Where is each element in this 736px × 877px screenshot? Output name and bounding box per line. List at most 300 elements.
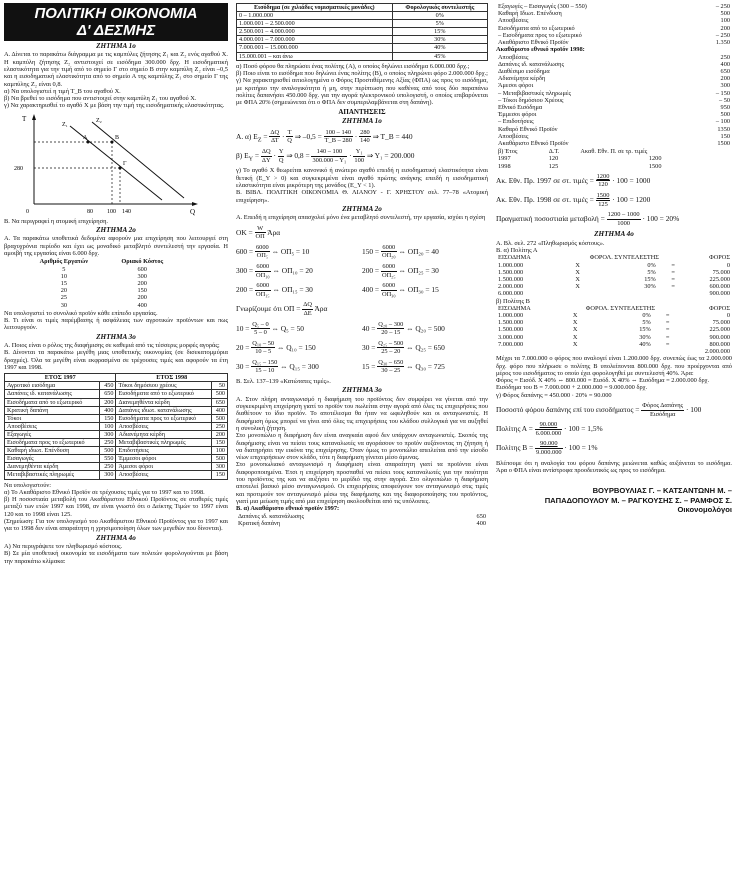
tax-rate-header: Φορολογικός συντελεστής [392, 4, 487, 12]
tax: 225.000 [709, 275, 730, 283]
table-row [496, 32, 732, 39]
table-row [496, 269, 732, 276]
table-row [5, 398, 228, 406]
table-row [496, 133, 732, 140]
table-row [22, 294, 179, 301]
worker-count: 5 [62, 265, 66, 273]
question-1-c: γ) Να χαρακτηρισθεί το αγαθό Χ με βάση την τιμή της εισοδηματικής ελαστικότητας. [4, 102, 225, 110]
tax: 75.000 [712, 268, 730, 276]
graph-curve-z2: Ζ₂ [96, 117, 102, 124]
worker-count: 15 [60, 279, 67, 287]
tax-citizen-b-table: ΕΙΣΟΔΗΜΑ ΦΟΡΟΛ. ΣΥΝΤΕΛΕΣΤΗΣ ΦΟΡΟΣ 1.000.000 Χ 0% = 0 1.500.000 Χ 5% = 75.000 1.500.000 Χ 15% = 225.000 3.000.000 Χ 30% = 900.000 7.000.000 Χ 40% = 800.000 2.000.000 [498, 304, 730, 356]
table-row [5, 439, 228, 447]
item-1997: Αποσβέσεις [5, 422, 100, 430]
question-1-a: α) Να υπολογιστεί η τιμή Τ_Β του αγαθού Χ. [4, 87, 121, 95]
table-row [237, 12, 488, 20]
gnp-1997-start [236, 513, 488, 527]
item-1997: Αγροτικό εισόδημα [5, 382, 100, 390]
table-row [496, 163, 732, 170]
account-item: Αποσβέσεις [498, 132, 529, 140]
formula-vat-share: Ποσοστό φόρου δαπάνης επί του εισοδήματος = $\frac{\text{Φόρος Δαπάνης}}{\text{Εισόδημα}}$ · 100 [496, 402, 702, 418]
tax: 2.000.000 [704, 348, 730, 356]
table-row [22, 273, 179, 280]
tax-rate: 40% [392, 44, 487, 52]
account-value: 1.350 [715, 39, 730, 47]
value-1997: 250 [100, 463, 116, 471]
item-1998: Τόκοι δημόσιου χρέους [116, 382, 211, 390]
answer-4-A: Α. Βλ. σελ. 272 «Πληθωρισμός κόστους». [496, 239, 605, 247]
income-bracket: 1.000.001 – 2.500.000 [237, 20, 393, 28]
account-value: 950 [720, 103, 730, 111]
year: 1997 [498, 155, 511, 163]
question-1-b: β) Να βρεθεί το εισόδημα που αντιστοιχεί στην καμπύλη Ζ₁ του αγαθού Χ. [4, 95, 197, 103]
marginal-cost: 400 [137, 301, 147, 309]
answer-4-text-3: Εισόδημα του Β = 7.000.000 + 2.000.000 = 9.000.000 δρχ. [496, 384, 648, 392]
labor-table-header: Αριθμός Εργατών [39, 258, 89, 266]
question-3-B: Β. Δίνονται τα παρακάτω μεγέθη μιας υποθετικής οικονομίας (σε δισεκατομμύρια δραχμές). Όλα τα μεγέθη είναι εκφρασμένα σε τρέχουσες τιμές και αφορούν τα έτη 1997 και 1998. [4, 349, 228, 371]
tax: 900.000 [709, 333, 730, 341]
formula-quantity-row: 10 = $\frac{\text{Q₅ – 0}}{5 - 0}$ ⇔ Q₅ = 50 40 = $\frac{\text{Q₂₀ – 300}}{20 - 15}$ ⇔ Q₂₀ = 500 [236, 320, 445, 337]
graph-point-A: Α [83, 134, 88, 141]
formula-product-row: 600 = $\frac{6000}{\text{ΟΠ₅}}$ ⇔ ΟΠ₅ = 10 150 = $\frac{6000}{\text{ΟΠ₂₀}}$ ⇔ ΟΠ₂₀ = 40 [236, 243, 439, 260]
tax: 0 [726, 261, 730, 269]
marginal-cost: 600 [137, 265, 147, 273]
tax: 75.000 [712, 319, 730, 327]
rate: 30% [644, 283, 656, 291]
table-row [5, 471, 228, 479]
answer-2-B: Β. Σελ. 137–139 «Κατώτατες τιμές». [236, 378, 331, 386]
question-3-ask: Να υπολογιστούν: [4, 481, 52, 489]
year-1997-header: ΕΤΟΣ 1997 [5, 374, 116, 382]
income-bracket: 7.000.001 – 15.000.000 [237, 44, 393, 52]
account-value: 500 [720, 10, 730, 18]
value-1997: 150 [100, 414, 116, 422]
graph-point-B: Β [115, 134, 120, 141]
value-1997: 250 [100, 439, 116, 447]
item-1998: Αποσβέσεις [116, 422, 211, 430]
question-2-a: Να υπολογιστεί το συνολικό προϊόν κάθε επίπεδο εργασίας. [4, 309, 158, 317]
table-row [5, 382, 228, 390]
account-value: 150 [720, 132, 730, 140]
times: Χ [572, 333, 578, 341]
income-bracket: 15.000.001 – και άνω [237, 52, 393, 60]
value-1998: 500 [211, 455, 227, 463]
table-row [496, 10, 732, 17]
answer-1-title: ΖΗΤΗΜΑ 1ο [342, 117, 382, 126]
graph-origin: 0 [26, 208, 29, 215]
value-1998: 500 [211, 414, 227, 422]
rate [592, 348, 653, 355]
question-3-a: α) Το Ακαθάριστο Εθνικό Προϊόν σε τρέχουσες τιμές για το 1997 και το 1998. [4, 488, 205, 496]
times [558, 348, 592, 355]
price-index-table [496, 148, 732, 170]
question-3-A: Α. Ποιος είναι ο ρόλος της διαφήμισης σε καθεμιά από τις τέσσερις μορφές αγοράς; [4, 342, 220, 350]
table-row [236, 513, 488, 520]
account-item: Αποσβέσεις [498, 17, 529, 25]
value-1997: 200 [100, 398, 116, 406]
question-2-title: ΖΗΤΗΜΑ 2ο [96, 226, 136, 235]
rate: 0% [647, 261, 656, 269]
item-1998: Μεταβιβαστικές πληρωμές [116, 439, 211, 447]
question-1-title: ΖΗΤΗΜΑ 1ο [96, 42, 136, 50]
formula-elasticity-price: Α. α) $E_Z$ = $\frac{\Delta Q}{\Delta T}$ · $\frac{T}{Q}$ ⇒ –0,5 = $\frac{100 - 140}{T\_B - 280}$ · $\frac{280}{140}$ ⇒ Τ_Β = 440 [236, 128, 413, 145]
question-1-B: Β. Να περιγραφεί η ατομική επιχείρηση. [4, 217, 109, 225]
question-4-a: α) Ποσό φόρου θα πληρώσει ένας πολίτης (Α), ο οποίος δηλώνει εισόδημα 6.000.000 δρχ.; [236, 62, 470, 70]
table-row [496, 348, 732, 355]
table-row [5, 414, 228, 422]
table-row [496, 276, 732, 283]
graph-tick-280: 280 [14, 165, 23, 172]
pi-head-year: β) Έτος [498, 148, 518, 156]
income-header: Εισόδημα (σε χιλιάδες νομισματικές μονάδες) [237, 4, 393, 12]
account-item: Αποσβέσεις [498, 53, 529, 61]
rate: 40% [639, 340, 651, 348]
income: 1.500.000 [498, 275, 524, 283]
rate: 5% [642, 319, 651, 327]
tax: 900.000 [709, 290, 730, 298]
value-1997: 450 [100, 382, 116, 390]
item-1998: Εισοδήματα από το εξωτερικό [116, 390, 211, 398]
account-item: Αδιανέμητα κέρδη [498, 75, 546, 83]
gnp-1998-table [496, 54, 732, 148]
nominal-gnp: 1200 [648, 155, 662, 163]
answers-title: ΑΠΑΝΤΗΣΕΙΣ [338, 108, 386, 117]
item-1997: Εξαγωγές [5, 430, 100, 438]
tax: 0 [726, 312, 730, 320]
value-1998: 150 [211, 439, 227, 447]
table-row [496, 104, 732, 111]
account-value: 200 [720, 24, 730, 32]
question-3-note: (Σημείωση: Για τον υπολογισμό του Ακαθάριστου Εθνικού Προϊόντος για το 1997 και για το 1998 δεν είναι απαραίτητη η χρησιμοποίηση όλων των μεγεθών που δίνονται). [4, 517, 228, 533]
income: 1.500.000 [498, 268, 524, 276]
worker-count: 25 [60, 294, 67, 302]
formula-product-row: 200 = $\frac{6000}{\text{ΟΠ₁₅}}$ ⇔ ΟΠ₁₅ = 30 400 = $\frac{6000}{\text{ΟΠ₃₀}}$ ⇔ ΟΠ₃₀ = 15 [236, 282, 439, 298]
rate: 30% [639, 333, 651, 341]
table-row [496, 61, 732, 68]
tax: 800.000 [709, 340, 730, 348]
account-item: – Τόκοι δημόσιου Χρέους [498, 96, 564, 104]
account-item: Εισοδήματα από το εξωτερικό [498, 24, 575, 32]
table-row [22, 280, 179, 287]
graph-curve-z1: Ζ₁ [62, 121, 68, 128]
table-row [5, 455, 228, 463]
signature-line-1: ΒΟΥΡΒΟΥΛΙΑΣ Γ. – ΚΑΤΣΑΝΤΩΝΗ Μ. – [592, 486, 732, 496]
account-value: – 100 [715, 118, 730, 126]
table-row [22, 302, 179, 309]
account-value: 250 [720, 53, 730, 61]
graph-x-label: Q [190, 207, 196, 216]
times: Χ [575, 283, 580, 291]
income: 1.000.000 [498, 261, 524, 269]
table-row [496, 126, 732, 133]
table-row [5, 463, 228, 471]
value-1997: 300 [100, 430, 116, 438]
value-1998: 100 [211, 447, 227, 455]
table-row [22, 287, 179, 294]
value-1998: 650 [211, 398, 227, 406]
table-row [496, 334, 732, 341]
authors-signature [496, 486, 732, 515]
income: 3.000.000 [498, 333, 524, 341]
year-1998-header: ΕΤΟΣ 1998 [116, 374, 228, 382]
table-row [496, 54, 732, 61]
item-1997: Μεταβιβαστικές πληρωμές [5, 471, 100, 479]
times: Χ [572, 312, 578, 320]
account-item: Άμεσοι φόροι [498, 82, 534, 90]
answer-2-title: ΖΗΤΗΜΑ 2ο [342, 204, 382, 213]
table-row [237, 36, 488, 44]
table-row [496, 312, 732, 319]
equals: = [671, 283, 675, 291]
account-item: Ακαθάριστο Εθνικό Προϊόν [498, 139, 569, 147]
question-4-B: Β) Σε μία υποθετική οικονομία τα εισοδήματα των πολιτών φορολογούνται με βάση την παρακάτω κλίμακα: [4, 550, 228, 565]
answer-4-Ba: Β. α) Πολίτης Α [496, 247, 538, 255]
account-item: Καθαρή Ιδιωτ. Επένδυση [498, 10, 562, 18]
marginal-cost: 150 [137, 287, 147, 295]
account-item: Δαπάνες ιδ. κατανάλωσης [238, 512, 304, 520]
answer-4-title: ΖΗΤΗΜΑ 4ο [594, 230, 634, 239]
formula-vat-citizen-b: Πολίτης Β = $\frac{90.000}{9.000.000}$ · 100 = 1% [496, 440, 598, 457]
answer-3-B-head: Β. α) Ακαθάριστο εθνικό προϊόν 1997: [236, 505, 340, 513]
value-1998: 200 [211, 430, 227, 438]
national-accounts-table [4, 373, 228, 479]
account-item: – Εισοδήματα προς το εξωτερικό [498, 31, 582, 39]
account-value: 400 [720, 60, 730, 68]
item-1997: Διανεμηθέντα κέρδη [5, 463, 100, 471]
tax-rate: 45% [392, 52, 487, 60]
tax: 225.000 [709, 326, 730, 334]
table-row [5, 390, 228, 398]
tax-scale-table [236, 3, 488, 61]
cost-table-header: Οριακό Κόστος [121, 258, 164, 266]
item-1998: Άμεσοι φόροι [116, 463, 211, 471]
tax-rate: 30% [392, 36, 487, 44]
account-value: 650 [476, 512, 486, 520]
account-value: 300 [720, 82, 730, 90]
column-answers-2 [496, 3, 732, 515]
formula-gnp-1997: Ακ. Εθν. Πρ. 1997 σε στ. τιμές = $\frac{1200}{120}$ · 100 = 1000 [496, 172, 651, 189]
table-row [5, 430, 228, 438]
worker-count: 30 [60, 301, 67, 309]
account-value: – 150 [715, 89, 730, 97]
value-1997: 100 [100, 422, 116, 430]
graph-tick-140: 140 [122, 208, 131, 215]
equals: = [665, 319, 670, 327]
value-1997: 300 [100, 471, 116, 479]
times: Χ [575, 275, 580, 283]
income-bracket: 0 – 1.000.000 [237, 12, 393, 20]
item-1997: Δαπάνες ιδ. κατανάλωσης [5, 390, 100, 398]
answer-3-A2: Στο μονοπώλιο η διαφήμιση δεν είναι αναγκαία αφού δεν υπάρχουν ανταγωνιστές. Σκοπός της διαφήμισης είναι να πείσει τους καταναλωτές να αγοράσουν το προϊόν αυξάνοντας τη ζήτηση ή να διατηρήσει την εικόνα της επιχείρησης. Όταν όμως το μονοπώλιο απειλείται από την είσοδο νέων επιχειρήσεων στον κλάδο, τότε η διαφήμιση γίνεται μέσο άμυνας. [236, 432, 488, 462]
income: 1.500.000 [498, 326, 524, 334]
value-1997: 650 [100, 390, 116, 398]
page-banner [4, 3, 228, 41]
tax-citizen-a-table: ΕΙΣΟΔΗΜΑ ΦΟΡΟΛ. ΣΥΝΤΕΛΕΣΤΗΣ ΦΟΡΟΣ 1.000.000 Χ 0% = 0 1.500.000 Χ 5% = 75.000 1.500.000 Χ 15% = 225.000 2.000.000 Χ 30% = 600.000 6.000.000 900.000 [498, 254, 730, 298]
marginal-cost: 200 [137, 294, 147, 302]
formula-product-row: 300 = $\frac{6000}{\text{ΟΠ₁₀}}$ ⇔ ΟΠ₁₀ = 20 200 = $\frac{6000}{\text{ΟΠ₂₅}}$ ⇔ ΟΠ₂₅ = 30 [236, 262, 439, 279]
times: Χ [572, 326, 578, 334]
account-item: Δαπάνες ιδ. κατανάλωσης [498, 60, 564, 68]
table-row [5, 406, 228, 414]
price-index: 125 [548, 162, 559, 170]
signature-line-2: ΠΑΠΑΔΟΠΟΥΛΟΥ Μ. – ΡΑΓΚΟΥΣΗΣ Σ. – ΡΑΜΦΟΣ Σ. [544, 495, 732, 505]
account-item: Κρατική δαπάνη [238, 519, 281, 527]
income [496, 348, 558, 355]
table-row [496, 319, 732, 326]
table-row [496, 326, 732, 333]
table-row [496, 262, 732, 269]
formula-elasticity-income: β) $E_Y$ = $\frac{\Delta Q}{\Delta Y}$ · $\frac{Y}{Q}$ ⇒ 0,8 = $\frac{140 - 100}{\text{300.000 – Y₁}}$ · $\frac{\text{Y₁}}{100}$ ⇒ Y₁ = 200.000 [236, 148, 415, 164]
item-1997: Τόκοι [5, 414, 100, 422]
account-item: – Μεταβιβαστικές πληρωμές [498, 89, 571, 97]
item-1997: Εισοδήματα από το εξωτερικό [5, 398, 100, 406]
tax-rate: 0% [392, 12, 487, 20]
demand-curves-graph [12, 112, 202, 216]
value-1997: 550 [100, 455, 116, 463]
account-item: Ακαθάριστο Εθνικό Προϊόν [498, 39, 569, 47]
account-value: 1500 [717, 139, 730, 147]
nominal-gnp: 1500 [648, 162, 662, 170]
item-1997: Εισαγωγές [5, 455, 100, 463]
account-value: – 50 [718, 96, 730, 104]
item-1998: Επιδοτήσεις [116, 447, 211, 455]
rate: 5% [647, 268, 656, 276]
table-row [496, 3, 732, 10]
equals [653, 348, 683, 355]
question-3-b: β) Η ποσοστιαία μεταβολή του Ακαθάριστου Εθνικού Προϊόντος σε σταθερές τιμές μεταξύ των ετών 1997 και 1998, αν είναι γνωστό ότι ο Δείκτης Τιμών το 1997 είναι 120 και το 1998 είναι 125. [4, 496, 228, 518]
answer-3-A3: Στο μονοπωλιακό ανταγωνισμό η διαφήμιση είναι απαραίτητη γιατί τα προϊόντα είναι διαφοροποιημένα. Έτσι η επιχείρηση προσπαθεί να πείσει τους καταναλωτές για την ποιότητα του προϊόντος της και να αυξήσει το μερίδιό της στην αγορά. Στο ολιγοπώλιο η διαφήμιση αποτελεί βασικό μέσο ανταγωνισμού. Οι επιχειρήσεις αποφεύγουν τον ανταγωνισμό στις τιμές και προτιμούν τον ανταγωνισμό μέσω της διαφήμισης και της διαφοροποίησης του προϊόντος, γιατί μια μείωση τιμής από μια επιχείρηση ακολουθείται από τις υπόλοιπες. [236, 461, 488, 505]
times: Χ [575, 268, 580, 276]
formula-quantity-row: 20 = $\frac{\text{Q₁₀ – 50}}{10 - 5}$ ⇔ Q₁₀ = 150 30 = $\frac{\text{Q₂₅ – 500}}{25 - 20}$ ⇔ Q₂₅ = 650 [236, 339, 445, 356]
formula-marginal-cost: ΟΚ = $\frac{W}{O\Pi}$ Άρα [236, 224, 281, 241]
value-1997: 400 [100, 406, 116, 414]
account-item: – Επιδοτήσεις [498, 118, 534, 126]
value-1998: 500 [211, 390, 227, 398]
rate [595, 290, 658, 297]
income: 6.000.000 [498, 290, 524, 298]
equals: = [665, 333, 670, 341]
equals: = [671, 261, 675, 269]
pi-head-index: Δ.Τ. [548, 148, 560, 156]
formula-marginal-product: Γνωρίζουμε ότι ΟΠ = $\frac{\Delta Q}{\Delta E}$ Άρα [236, 301, 328, 317]
times: Χ [572, 319, 578, 327]
income: 1.000.000 [498, 312, 524, 320]
table-row [496, 341, 732, 348]
account-item: Εθνικό Εισόδημα [498, 103, 543, 111]
tax-rate: 15% [392, 28, 487, 36]
question-4-b: β) Ποιο είναι το εισόδημα που δηλώνει ένας πολίτης (Β), ο οποίος πληρώνει φόρο 2.000.000 δρχ.; [236, 69, 488, 77]
table-row [496, 25, 732, 32]
value-1997: 500 [100, 447, 116, 455]
marginal-cost: 200 [137, 279, 147, 287]
account-item: Εξαγωγές – Εισαγωγές (300 – 550) [498, 3, 587, 10]
table-row [236, 520, 488, 527]
value-1998: 250 [211, 422, 227, 430]
table-row [496, 68, 732, 75]
income-bracket: 2.500.001 – 4.000.000 [237, 28, 393, 36]
answer-1-c: γ) Το αγαθό Χ θεωρείται κανονικό ή ανώτερο αγαθό επειδή η εισοδηματική ελαστικότητα είναι θετική (Ε_Y > 0) και συγκεκριμένα είναι αγαθό πρώτης ανάγκης επειδή η εισοδηματική ελαστικότητα είναι μικρότερη της μονάδος (Ε_Y < 1). [236, 167, 488, 189]
tax: 600.000 [709, 283, 730, 291]
account-item: Έμμεσοι φόροι [498, 111, 537, 119]
equals: = [665, 340, 670, 348]
equals [658, 290, 689, 297]
question-3-title: ΖΗΤΗΜΑ 3ο [96, 332, 136, 341]
gnp-1997-rest [496, 3, 732, 46]
item-1997: Κρατική δαπάνη [5, 406, 100, 414]
column-answers-1 [236, 3, 488, 527]
banner-title: ΠΟΛΙΤΙΚΗ ΟΙΚΟΝΟΜΙΑ [34, 5, 198, 22]
account-value: 650 [720, 67, 730, 75]
item-1998: Διανεμηθέντα κέρδη [116, 398, 211, 406]
rate: 0% [642, 312, 651, 320]
equals: = [671, 268, 675, 276]
pi-head-gnp: Ακαθ. Εθν. Π. σε τρ. τιμές [580, 148, 648, 156]
table-row [496, 75, 732, 82]
question-2-A: Α. Τα παρακάτω υποθετικά δεδομένα αφορούν μια επιχείρηση που λειτουργεί στη βραχυχρόνια περίοδο και έχει ως μοναδικό μεταβλητό συντελεστή την εργασία. Η αμοιβή της εργασίας είναι 6.000 δρχ. [4, 235, 228, 258]
table-row [237, 44, 488, 52]
account-item: Καθαρό Εθνικό Προϊόν [498, 125, 558, 133]
formula-quantity-row: 30 = $\frac{\text{Q₁₅ – 150}}{15 - 10}$ ⇔ Q₁₅ = 300 15 = $\frac{\text{Q₃₀ – 650}}{30 - 25}$ ⇔ Q₃₀ = 725 [236, 358, 445, 375]
account-value: 200 [720, 75, 730, 83]
answer-4-text-1: Μέχρι τα 7.000.000 ο φόρος που αναλογεί είναι 1.200.000 δρχ. συνεπώς έως τα 2.000.000 δρχ. φόρο που πλήρωσε ο πολίτης Β υπολείπονται 800.000 δρχ. που προέρχονται από μέρος του εισοδήματος το οποίο έχει φορολογηθεί με συντελεστή 40%. Άρα: [496, 355, 732, 377]
account-value: – 250 [715, 31, 730, 39]
answer-4-text-2: Φόρος = Εισόδ. Χ 40% ⇔ 800.000 = Εισόδ. Χ 40% ⇔ Εισόδημα = 2.000.000 δρχ. [496, 377, 710, 385]
table-row [496, 82, 732, 89]
income: 7.000.000 [498, 340, 524, 348]
banner-subtitle: Δ' ΔΕΣΜΗΣ [76, 22, 156, 39]
table-row [496, 111, 732, 118]
times [560, 290, 595, 297]
graph-tick-100: 100 [107, 208, 116, 215]
table-row [237, 20, 488, 28]
item-1997: Καθαρή ιδιωτ. Επένδυση [5, 447, 100, 455]
table-row [496, 283, 732, 290]
item-1998: Αποσβέσεις [116, 471, 211, 479]
item-1998: Δαπάνες ιδιωτ. κατανάλωσης [116, 406, 211, 414]
times: Χ [572, 340, 578, 348]
rate: 15% [644, 275, 656, 283]
answer-4-Bb: β) Πολίτης Β [496, 297, 530, 305]
year: 1998 [498, 162, 511, 170]
question-2-B: Β. Τι είναι οι τιμές παρέμβασης ή ασφάλειας των αγροτικών προϊόντων και πως λειτουργούν. [4, 317, 228, 332]
item-1997: Εισοδήματα προς το εξωτερικό [5, 439, 100, 447]
table-row [237, 28, 488, 36]
account-value: 500 [720, 111, 730, 119]
signature-line-3: Οικονομολόγοι [677, 505, 732, 515]
table-row [5, 447, 228, 455]
income: 2.000.000 [498, 283, 524, 291]
equals: = [665, 312, 670, 320]
labor-cost-table [22, 258, 179, 308]
price-index: 120 [548, 155, 559, 163]
table-row [496, 140, 732, 147]
table-row [496, 155, 732, 162]
income: 1.500.000 [498, 319, 524, 327]
value-1998: 400 [211, 406, 227, 414]
answer-3-A1: Α. Στον πλήρη ανταγωνισμό η διαφήμιση του προϊόντος δεν συμφέρει να γίνεται από την συγκεκριμένη επιχείρηση γιατί το προϊόν του πωλείται στην αγορά από όλες τις επιχειρήσεις που διαθέτουν το ίδιο προϊόν. Το αποτέλεσμα θα ήταν να ωφεληθούν και οι ανταγωνιστές. Η διαφήμιση όμως μπορεί να γίνει από όλες τις επιχειρήσεις του κλάδου συλλογικά για να αυξηθεί η συνολική ζήτηση. [236, 395, 488, 432]
table-row [22, 266, 179, 273]
answer-1-B: Β. ΒΙΒΛ. ΠΟΛΙΤΙΚΗ ΟΙΚΟΝΟΜΙΑ Θ. ΛΙΑΝΟΥ - Γ. ΧΡΗΣΤΟΥ σελ. 77–78 «Ατομική επιχείρηση». [236, 189, 488, 204]
equals: = [665, 326, 670, 334]
worker-count: 20 [60, 287, 67, 295]
graph-y-label: Τ [22, 114, 27, 123]
answer-3-title: ΖΗΤΗΜΑ 3ο [342, 386, 382, 395]
table-row [496, 17, 732, 24]
table-row [496, 97, 732, 104]
item-1998: Εισοδήματα προς το εξωτερικό [116, 414, 211, 422]
table-row [496, 290, 732, 297]
question-4-title: ΖΗΤΗΜΑ 4ο [96, 533, 136, 542]
